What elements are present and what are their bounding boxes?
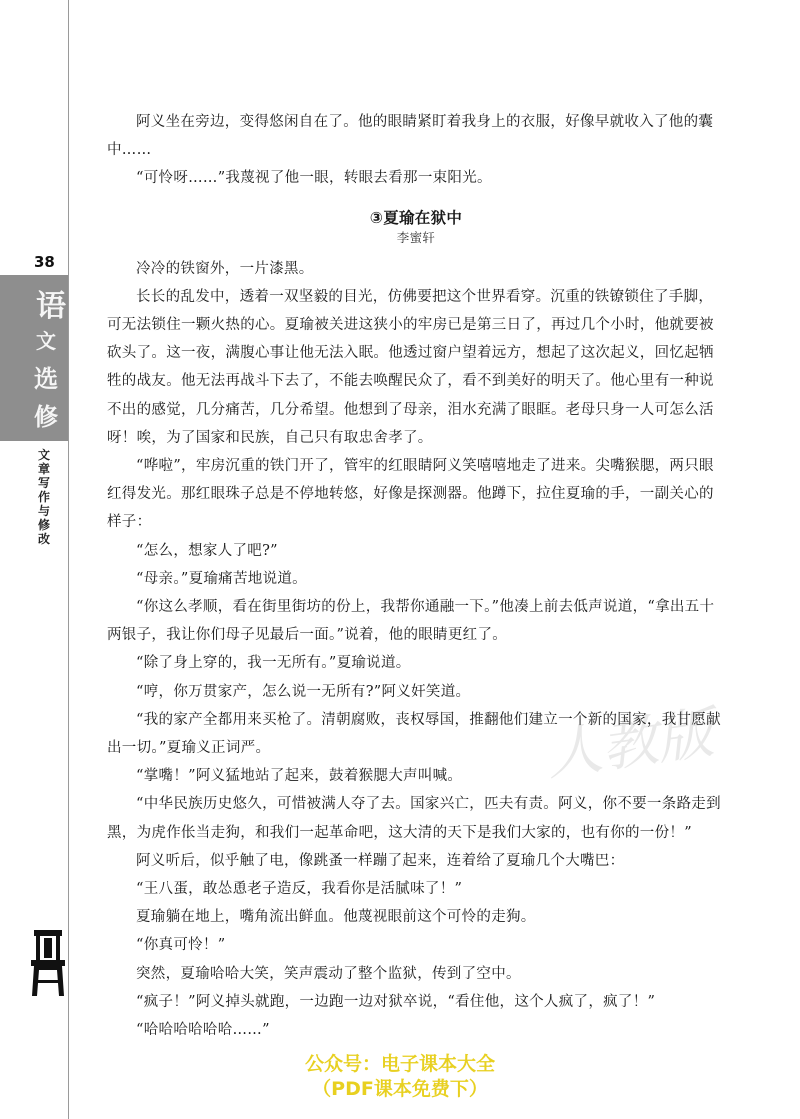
- side-band-char-2: 文: [36, 329, 56, 353]
- paragraph: “王八蛋，敢怂恿老子造反，我看你是活腻味了！”: [136, 881, 463, 898]
- paragraph: 突然，夏瑜哈哈大笑，笑声震动了整个监狱，传到了空中。: [136, 965, 521, 982]
- paragraph: “哗啦”，牢房沉重的铁门开了，管牢的红眼睛阿义笑嘻嘻地走了进来。尖嘴猴腮，两只眼红得发光。那红眼珠子总是不停地转悠，好像是探测器。他蹲下，拉住夏瑜的手，一副关心的样子：: [107, 458, 714, 531]
- margin-rule: [68, 0, 69, 1119]
- section-title: ③夏瑜在狱中: [369, 208, 463, 227]
- chair-logo-icon: [28, 928, 68, 998]
- paragraph: 夏瑜躺在地上，嘴角流出鲜血。他蔑视眼前这个可怜的走狗。: [136, 909, 536, 926]
- paragraph: “掌嘴！”阿义猛地站了起来，鼓着猴腮大声叫喊。: [136, 768, 463, 785]
- paragraph: “除了身上穿的，我一无所有。”夏瑜说道。: [136, 655, 411, 672]
- page-number: 38: [34, 253, 55, 271]
- paragraph: 阿义听后，似乎触了电，像跳蚤一样蹦了起来，连着给了夏瑜几个大嘴巴：: [136, 852, 625, 869]
- side-caption: 文章写作与修改: [38, 448, 51, 546]
- side-band-char-4: 修: [34, 402, 58, 431]
- paragraph: 冷冷的铁窗外，一片漆黑。: [136, 260, 314, 277]
- side-band-char-3: 选: [34, 364, 58, 393]
- paragraph: “你这么孝顺，看在街里街坊的份上，我帮你通融一下。”他凑上前去低声说道，“拿出五十两银子，我让你们母子见最后一面。”说着，他的眼睛更红了。: [107, 599, 715, 644]
- paragraph: “中华民族历史悠久，可惜被满人夺了去。国家兴亡，匹夫有责。阿义，你不要一条路走到黑，为虎作伥当走狗，和我们一起革命吧，这大清的天下是我们大家的，也有你的一份！”: [107, 796, 721, 841]
- intro-paragraph: “可怜呀……”我蔑视了他一眼，转眼去看那一束阳光。: [136, 170, 492, 187]
- section-author: 李蜜轩: [396, 229, 436, 245]
- article-body: [107, 108, 725, 1044]
- side-band-char-1: 语: [36, 289, 66, 324]
- side-band: [0, 275, 68, 441]
- intro-paragraph: 阿义坐在旁边，变得悠闲自在了。他的眼睛紧盯着我身上的衣服，好像早就收入了他的囊中……: [107, 114, 714, 159]
- paragraph: “疯子！”阿义掉头就跑，一边跑一边对狱卒说，“看住他，这个人疯了，疯了！”: [136, 993, 656, 1010]
- watermark: 人教版: [541, 700, 718, 789]
- footer-line-1: 公众号：电子课本大全: [304, 1053, 495, 1075]
- paragraph: “怎么，想家人了吧?”: [136, 542, 278, 559]
- paragraph: “哼，你万贯家产，怎么说一无所有?”阿义奸笑道。: [136, 683, 471, 700]
- paragraph: “你真可怜！”: [136, 937, 226, 954]
- paragraph: “母亲。”夏瑜痛苦地说道。: [136, 570, 307, 587]
- paragraph: 长长的乱发中，透着一双坚毅的目光，仿佛要把这个世界看穿。沉重的铁镣锁住了手脚，可无法锁住一颗火热的心。夏瑜被关进这狭小的牢房已是第三日了，再过几个小时，他就要被砍头了。这一夜，满腹心事让他无法入眠。他透过窗户望着远方，想起了这次起义，回忆起牺牲的战友。他无法再战斗下去了，不能去唤醒民众了，看不到美好的明天了。他心里有一种说不出的感觉，几分痛苦，几分希望。他想到了母亲，泪水充满了眼眶。老母只身一人可怎么活呀！唉，为了国家和民族，自己只有取忠舍孝了。: [107, 288, 714, 446]
- paragraph: “我的家产全都用来买枪了。清朝腐败，丧权辱国，推翻他们建立一个新的国家，我甘愿献出一切。”夏瑜义正词严。: [107, 711, 721, 757]
- footer-line-2: （PDF课本免费下）: [312, 1078, 488, 1100]
- paragraph: “哈哈哈哈哈哈……”: [136, 1022, 270, 1039]
